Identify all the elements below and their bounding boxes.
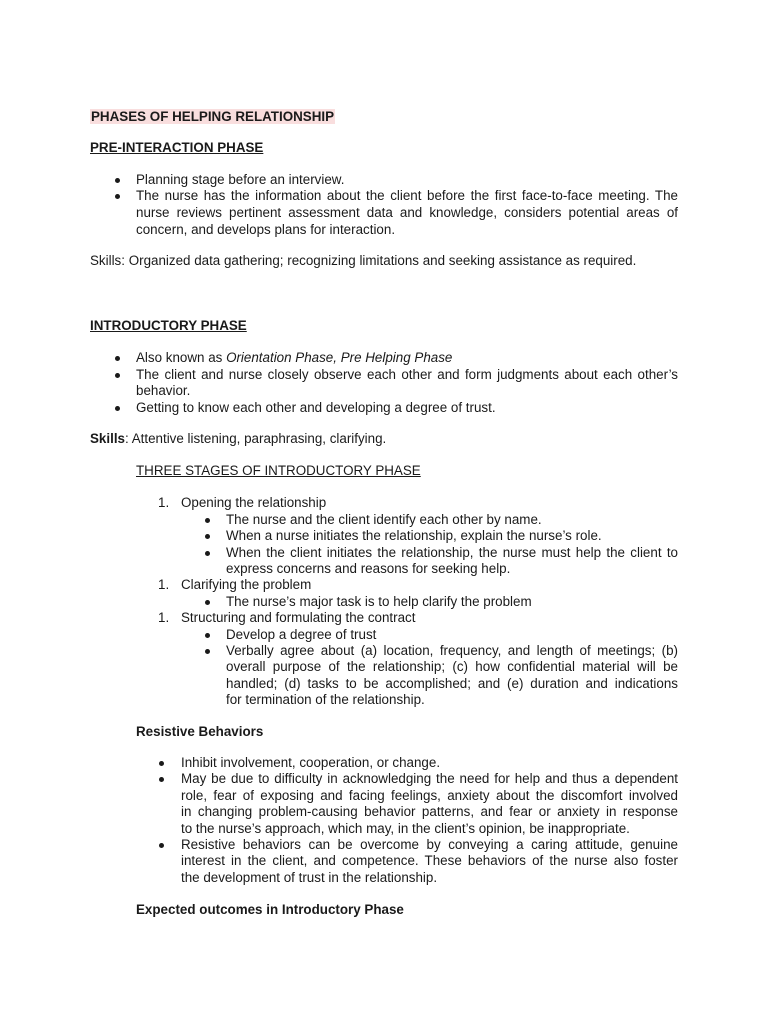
- bullet-icon: [205, 534, 210, 539]
- bullet-icon: [115, 406, 120, 411]
- bullet-icon: [159, 761, 164, 766]
- list-item-line: concern, and develops plans for interaction.: [136, 222, 396, 237]
- list-item: The nurse’s major task is to help clarify the problem: [226, 594, 532, 609]
- list-item: Also known as Orientation Phase, Pre Helping Phase: [136, 350, 453, 365]
- list-item: Planning stage before an interview.: [136, 172, 345, 187]
- list-item-line: the development of trust in the relationship.: [181, 870, 438, 885]
- list-item-line: When the client initiates the relationship, the nurse must help the client to: [226, 545, 678, 560]
- list-item-line: handled; (d) tasks to be accomplished; and (e) duration and indications: [226, 676, 678, 691]
- list-item-line: overall purpose of the relationship; (c) how confidential material will be: [226, 659, 678, 674]
- bullet-icon: [115, 373, 120, 378]
- stage-label: Opening the relationship: [181, 495, 327, 510]
- list-item-line: for termination of the relationship.: [226, 692, 425, 707]
- list-item: Getting to know each other and developing a degree of trust.: [136, 400, 496, 415]
- pre-interaction-heading: PRE-INTERACTION PHASE: [90, 140, 264, 155]
- bullet-icon: [115, 356, 120, 361]
- list-item-line: nurse reviews pertinent assessment data and knowledge, considers potential areas of: [136, 205, 678, 220]
- stage-number: 1.: [158, 610, 170, 625]
- stage-number: 1.: [158, 577, 170, 592]
- bullet-icon: [115, 194, 120, 199]
- list-item: When a nurse initiates the relationship, explain the nurse’s role.: [226, 528, 602, 543]
- list-item-line: in changing problem-causing behavior patterns, and fear or anxiety in response: [181, 804, 678, 819]
- list-item: The nurse and the client identify each other by name.: [226, 512, 542, 527]
- bullet-icon: [115, 178, 120, 183]
- pre-interaction-skills: Skills: Organized data gathering; recognizing limitations and seeking assistance as required.: [90, 253, 637, 268]
- introductory-skills: Skills: Attentive listening, paraphrasing, clarifying.: [90, 431, 387, 446]
- resistive-heading: Resistive Behaviors: [136, 724, 264, 739]
- list-item-line: behavior.: [136, 383, 191, 398]
- expected-outcomes-heading: Expected outcomes in Introductory Phase: [136, 902, 404, 917]
- bullet-icon: [159, 843, 164, 848]
- list-item-line: express concerns and reasons for seeking help.: [226, 561, 511, 576]
- list-item-line: The client and nurse closely observe each other and form judgments about each other’s: [136, 367, 678, 382]
- list-item-line: to the nurse’s approach, which may, in the client’s opinion, be inappropriate.: [181, 821, 630, 836]
- stage-number: 1.: [158, 495, 170, 510]
- stages-heading: THREE STAGES OF INTRODUCTORY PHASE: [136, 463, 421, 478]
- stage-label: Structuring and formulating the contract: [181, 610, 416, 625]
- list-item: Inhibit involvement, cooperation, or change.: [181, 755, 441, 770]
- list-item-line: Verbally agree about (a) location, frequency, and length of meetings; (b): [226, 643, 678, 658]
- list-item-line: The nurse has the information about the client before the first face-to-face meeting. The: [136, 188, 678, 203]
- introductory-heading: INTRODUCTORY PHASE: [90, 318, 247, 333]
- list-item-line: interest in the client, and competence. These behaviors of the nurse also foster: [181, 853, 678, 868]
- list-item-line: role, fear of exposing and facing feelings, anxiety about the discomfort involved: [181, 788, 678, 803]
- list-item-line: May be due to difficulty in acknowledging the need for help and thus a dependent: [181, 771, 678, 786]
- stage-label: Clarifying the problem: [181, 577, 312, 592]
- bullet-icon: [205, 518, 210, 523]
- list-item: Develop a degree of trust: [226, 627, 377, 642]
- document-title: PHASES OF HELPING RELATIONSHIP: [91, 109, 335, 124]
- bullet-icon: [205, 600, 210, 605]
- bullet-icon: [159, 777, 164, 782]
- bullet-icon: [205, 633, 210, 638]
- bullet-icon: [205, 649, 210, 654]
- bullet-icon: [205, 551, 210, 556]
- list-item-line: Resistive behaviors can be overcome by conveying a caring attitude, genuine: [181, 837, 678, 852]
